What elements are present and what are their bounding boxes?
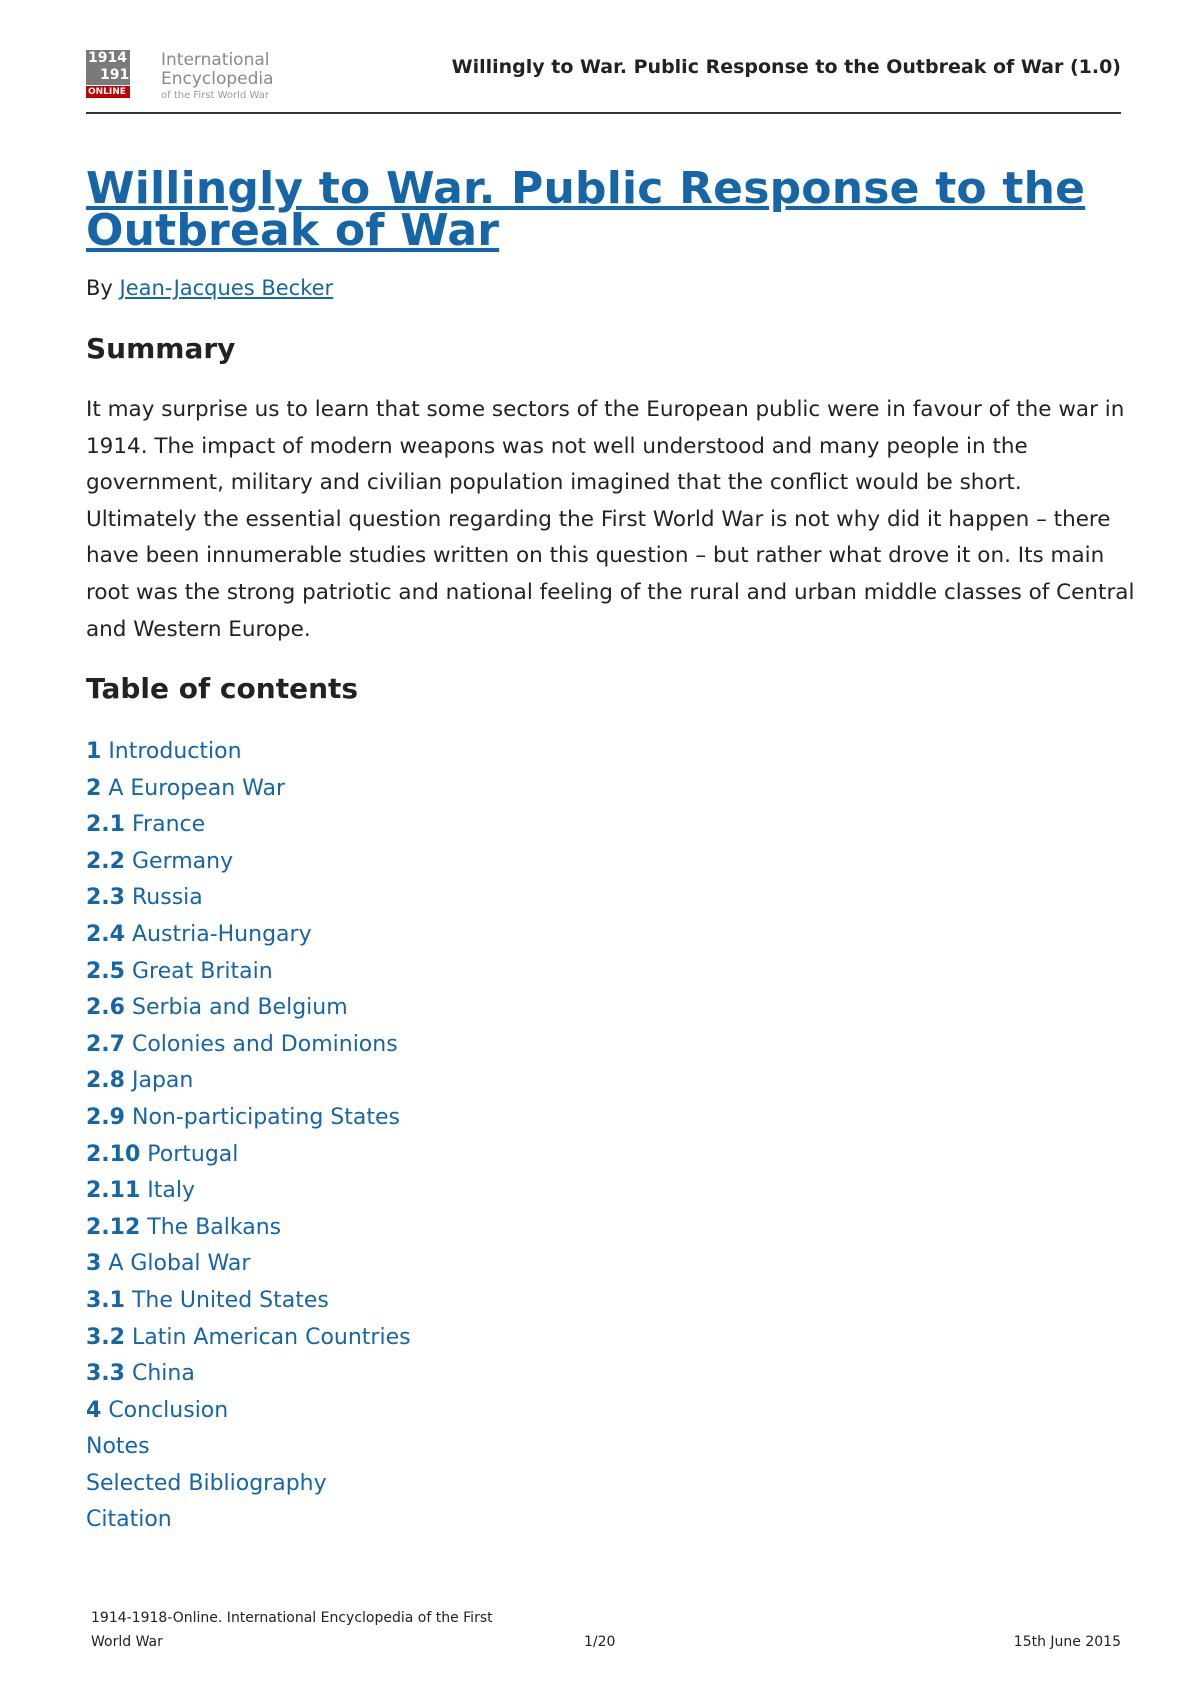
toc-item-label: Portugal — [147, 1141, 239, 1167]
toc-item[interactable] — [86, 1283, 411, 1320]
toc-item-number: 2.5 — [86, 958, 125, 984]
toc-item[interactable] — [86, 1246, 411, 1283]
toc-item-number: 2.2 — [86, 848, 125, 874]
toc-item-number: 2.10 — [86, 1141, 141, 1167]
toc-item[interactable] — [86, 1137, 411, 1174]
toc-item-label: The Balkans — [147, 1214, 282, 1240]
toc-item-number: 1 — [86, 739, 102, 764]
toc-item[interactable] — [86, 1356, 411, 1393]
toc-item-label: France — [131, 812, 206, 838]
toc-item-label: Russia — [131, 885, 203, 911]
toc-item-number: 2.11 — [86, 1178, 141, 1204]
toc-item-number: 2.1 — [86, 812, 125, 838]
toc-item-label: The United States — [131, 1287, 329, 1313]
toc-item[interactable] — [86, 734, 411, 771]
toc-item-number: 2.3 — [86, 885, 125, 911]
byline — [86, 276, 333, 300]
toc-item-number: 3 — [86, 1251, 102, 1277]
summary-text: It may surprise us to learn that some sectors of the European public were in favour of the war in 1914. The impact of modern weapons was not well understood and many people in the government, military and civilian population imagined that the conflict would be short. Ultimately the essential question regarding the First World War is not why did it happen – there have been innumerable studies written on this question – but rather what drove it on. Its main root was the strong patriotic and national feeling of the rural and urban middle classes of Central and Western Europe. — [86, 397, 1135, 642]
footer-source-line2: World War — [91, 1634, 163, 1650]
logo-text-line3: of the First World War — [161, 90, 269, 101]
page-header — [86, 50, 1121, 114]
footer-date: 15th June 2015 — [1013, 1634, 1121, 1650]
article-title[interactable]: Willingly to War. Public Response to the Outbreak of War — [86, 163, 1086, 256]
toc-item[interactable] — [86, 917, 411, 954]
toc-item[interactable] — [86, 1320, 411, 1357]
toc-item[interactable] — [86, 1027, 411, 1064]
logo-year-start: 1914 — [86, 50, 130, 67]
toc-item[interactable] — [86, 1173, 411, 1210]
toc-item-number: 2.6 — [86, 995, 125, 1021]
toc-item-label: Introduction — [108, 739, 242, 764]
logo-year-end: 1918 — [86, 67, 130, 85]
toc-item[interactable] — [86, 1393, 411, 1430]
toc-item[interactable] — [86, 1100, 411, 1137]
toc-item[interactable] — [86, 1063, 411, 1100]
toc-item-number: 3.1 — [86, 1287, 125, 1313]
author-link[interactable]: Jean-Jacques Becker — [119, 276, 334, 300]
toc-item-number: 3.2 — [86, 1324, 125, 1350]
toc-item-label: Austria-Hungary — [131, 921, 312, 947]
toc-item[interactable] — [86, 844, 411, 881]
running-header-title: Willingly to War. Public Response to the Outbreak of War (1.0) — [451, 56, 1121, 78]
toc-item-number: 2.12 — [86, 1214, 141, 1240]
logo-text-line2: Encyclopedia — [161, 69, 274, 89]
toc-item[interactable] — [86, 807, 411, 844]
table-of-contents — [86, 734, 411, 1539]
toc-item[interactable] — [86, 1466, 411, 1503]
logo-online-badge: ONLINE — [86, 86, 130, 98]
toc-item-label: Non-participating States — [131, 1104, 401, 1130]
toc-item-label: China — [131, 1361, 195, 1387]
toc-item-label: A European War — [108, 775, 286, 801]
page-number: 1/20 — [584, 1634, 616, 1650]
toc-item[interactable] — [86, 1502, 411, 1539]
summary-heading: Summary — [86, 332, 236, 365]
page-footer — [91, 1610, 1121, 1660]
toc-item-label: Great Britain — [131, 958, 273, 984]
toc-item-label: Italy — [147, 1178, 196, 1204]
toc-item-label: Germany — [131, 848, 234, 874]
by-label: By — [86, 276, 113, 300]
toc-item[interactable] — [86, 990, 411, 1027]
toc-item[interactable] — [86, 1210, 411, 1247]
toc-item[interactable] — [86, 1429, 411, 1466]
toc-item-number: 2 — [86, 775, 102, 801]
toc-item-label: Serbia and Belgium — [131, 995, 348, 1021]
toc-item-number: 2.7 — [86, 1031, 125, 1057]
toc-item-number: 2.8 — [86, 1068, 125, 1094]
toc-item-label: Colonies and Dominions — [131, 1031, 398, 1057]
toc-item-label: Japan — [131, 1068, 194, 1094]
toc-item-number: 2.4 — [86, 921, 125, 947]
toc-item[interactable] — [86, 771, 411, 808]
footer-source-line1: 1914-1918-Online. International Encyclopedia of the First — [91, 1610, 493, 1626]
toc-item-label: Selected Bibliography — [86, 1470, 327, 1496]
logo-text-line1: International — [161, 50, 270, 70]
toc-item-label: Conclusion — [108, 1397, 229, 1423]
encyclopedia-logo[interactable] — [86, 50, 276, 104]
toc-item-label: Citation — [86, 1507, 172, 1533]
toc-item-number: 3.3 — [86, 1361, 125, 1387]
toc-heading: Table of contents — [86, 672, 359, 705]
toc-item-label: Notes — [86, 1434, 150, 1460]
toc-item-label: Latin American Countries — [131, 1324, 411, 1350]
toc-item-number: 4 — [86, 1397, 102, 1423]
toc-item-number: 2.9 — [86, 1104, 125, 1130]
toc-item[interactable] — [86, 954, 411, 991]
toc-item[interactable] — [86, 880, 411, 917]
toc-item-label: A Global War — [108, 1251, 251, 1277]
